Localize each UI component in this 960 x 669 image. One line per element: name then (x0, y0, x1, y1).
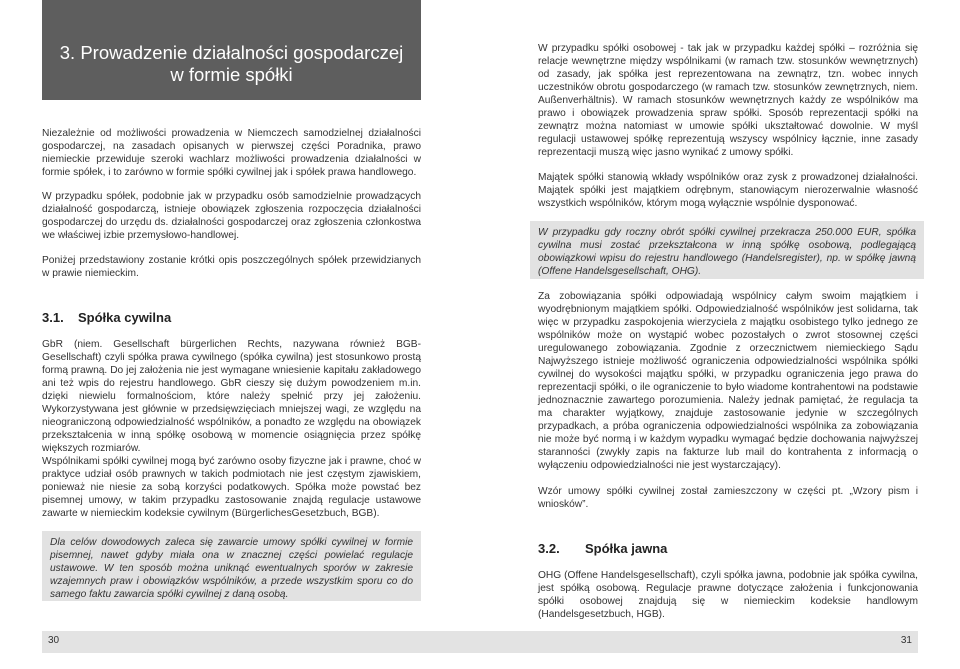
note-box (42, 531, 421, 601)
page-number-right: 31 (900, 635, 912, 646)
chapter-title-line-1: 3. Prowadzenie działalności gospodarczej (59, 42, 404, 63)
note-box-right (530, 221, 924, 279)
right-paragraph-2: Majątek spółki stanowią wkłady wspólników oraz zysk z prowadzonej działalności. Majątek spółki jest majątkiem odrębnym, stanowiącym nierozerwalnie własność wszystkich wspólników, którym mogą wyłącznie wspólnie dysponować. (538, 172, 918, 209)
right-paragraph-1: W przypadku spółki osobowej - tak jak w przypadku każdej spółki – rozróżnia się relacje wewnętrzne między wspólnikami (w ramach tzw. stosunków wewnętrznych) od zasady, jak spółka jest reprezentowana na zewnątrz, tzn. wobec innych uczestników obrotu gospodarczego (w ramach tzw. stosunków zewnętrznych, niem. Außenverhältnis). W ramach stosunków wewnętrznych każdy ze wspólników ma prawo i obowiązek prowadzenia spraw spółki. Sposób reprezentacji spółki na zewnątrz można natomiast w umowie spółki ukształtować dowolnie. W myśl regulacji ustawowej spółkę reprezentują wszyscy wspólnicy łącznie, inne zasady reprezentacji muszą więc jasno wynikać z umowy spółki. (538, 43, 918, 158)
intro-paragraph-3: Poniżej przedstawiony zostanie krótki opis poszczególnych spółek przewidzianych w prawie niemieckim. (42, 255, 421, 279)
note-text: Dla celów dowodowych zaleca się zawarcie umowy spółki cywilnej w formie pisemnej, nawet gdyby miała ona w znacznej części powielać regulacje ustawowe. W ten sposób można uniknąć ewentualnych sporów w zakresie wzajemnych praw i obowiązków wspólników, a przede wszystkim sporu co do samego faktu zawarcia spółki cywilnej z daną osobą. (50, 537, 413, 600)
page-number: 30 (48, 635, 60, 646)
right-paragraph-4: Wzór umowy spółki cywilnej został zamieszczony w części pt. „Wzory pism i wniosków”. (538, 486, 918, 510)
section-number: 3.1. (42, 310, 64, 325)
intro-paragraph-1: Niezależnie od możliwości prowadzenia w Niemczech samodzielnej działalności gospodarczej, na zasadach opisanych w pierwszej części Poradnika, prawo niemieckie przewiduje szeroki wachlarz możliwości prowadzenia działalności w formie spółek, i to zarówno w formie spółki cywilnej jak i spółek prawa handlowego. (42, 128, 421, 178)
body-paragraph-1: GbR (niem. Gesellschaft bürgerlichen Rechts, nazywana również BGB-Gesellschaft) czyli spółka prawa cywilnego (spółka cywilna) jest stosunkowo prostą formą prawną. Do jej założenia nie jest wymagane wniesienie kapitału zakładowego ani też wpis do rejestru handlowego. GbR cieszy się dużym powodzeniem m.in. dzięki niewielu formalnościom, które należy spełnić przy jej założeniu. Wykorzystywana jest głównie w przedsięwzięciach mniejszej wagi, ze względu na nieograniczoną odpowiedzialność wspólników, a ponadto ze względu na obowiązek przekształcenia w inną spółkę osobową w momencie osiągnięcia przez spółkę większych rozmiarów. (42, 339, 421, 454)
section-title-right: Spółka jawna (585, 541, 668, 556)
section-heading-3-1 (42, 310, 171, 325)
note-text-right: W przypadku gdy roczny obrót spółki cywilnej przekracza 250.000 EUR, spółka cywilna musi zostać przekształcona w inną spółkę osobową, podlegającą obowiązkowi wpisu do rejestru handlowego (Handelsregister), np. w spółkę jawną (Offene Handelsgesellschaft, OHG). (538, 227, 916, 277)
intro-paragraph-2: W przypadku spółek, podobnie jak w przypadku osób samodzielnie prowadzących działalność gospodarczą, istnieje obowiązek zgłoszenia rozpoczęcia działalności gospodarczej do urzędu ds. działalności gospodarczej oraz zgłoszenia członkostwa we właściwej izbie przemysłowo-handlowej. (42, 191, 421, 241)
chapter-title (42, 42, 421, 86)
chapter-title-line-2: w formie spółki (170, 64, 293, 85)
page-footer-right (480, 631, 918, 653)
body-paragraph-2: Wspólnikami spółki cywilnej mogą być zarówno osoby fizyczne jak i prawne, choć w praktyce udział osób prawnych w takich podmiotach nie jest częstym zjawiskiem, ponieważ nie niesie za sobą korzyści podatkowych. Spółka może powstać bez pisemnej umowy, w takim przypadku zastosowanie znajdą regulacje ustawowe zawarte w niemieckim kodeksie cywilnym (BürgerlichesGesetzbuch, BGB). (42, 456, 421, 519)
section-heading-3-2 (538, 541, 667, 556)
right-paragraph-5: OHG (Offene Handelsgesellschaft), czyli spółka jawna, podobnie jak spółka cywilna, jest spółką osobową. Regulacje prawne dotyczące założenia i funkcjonowania spółki osobowej znajdują się w niemieckim kodeksie handlowym (Handelsgesetzbuch, HGB). (538, 570, 918, 620)
right-paragraph-3: Za zobowiązania spółki odpowiadają wspólnicy całym swoim majątkiem i wyodrębnionym majątkiem spółki. Odpowiedzialność wspólników jest solidarna, tak więc w przypadku zaspokojenia wierzyciela z majątku osobistego tylko jednego ze wspólników może on wystąpić wobec pozostałych o zwrot stosownej części uregulowanego zobowiązania. Zgodnie z orzecznictwem niemieckiego Sądu Najwyższego istnieje możliwość ograniczenia odpowiedzialności wspólnika spółki cywilnej do wysokości majątku spółki, w przypadku ograniczenia jego prawa do reprezentacji spółki, o ile ograniczenie to było wiadome kontrahentowi na podstawie jednoznacznie zawartego porozumienia. Należy jednak pamiętać, że regulacja ta ma charakter wyjątkowy, znajduje zastosowanie jedynie w szczególnych przypadkach, a próba ograniczenia odpowiedzialności wspólnika za zobowiązania nie może być normą i w każdym wypadku wymagać będzie dochowania najwyższej staranności (zwykły zapis na fakturze lub mail do kontrahenta z informacją o wyłączeniu odpowiedzialności nie jest wystarczający). (538, 291, 918, 471)
section-number-right: 3.2. (538, 541, 560, 556)
page-footer (42, 631, 480, 653)
section-title: Spółka cywilna (78, 310, 172, 325)
chapter-title-box (42, 0, 421, 100)
